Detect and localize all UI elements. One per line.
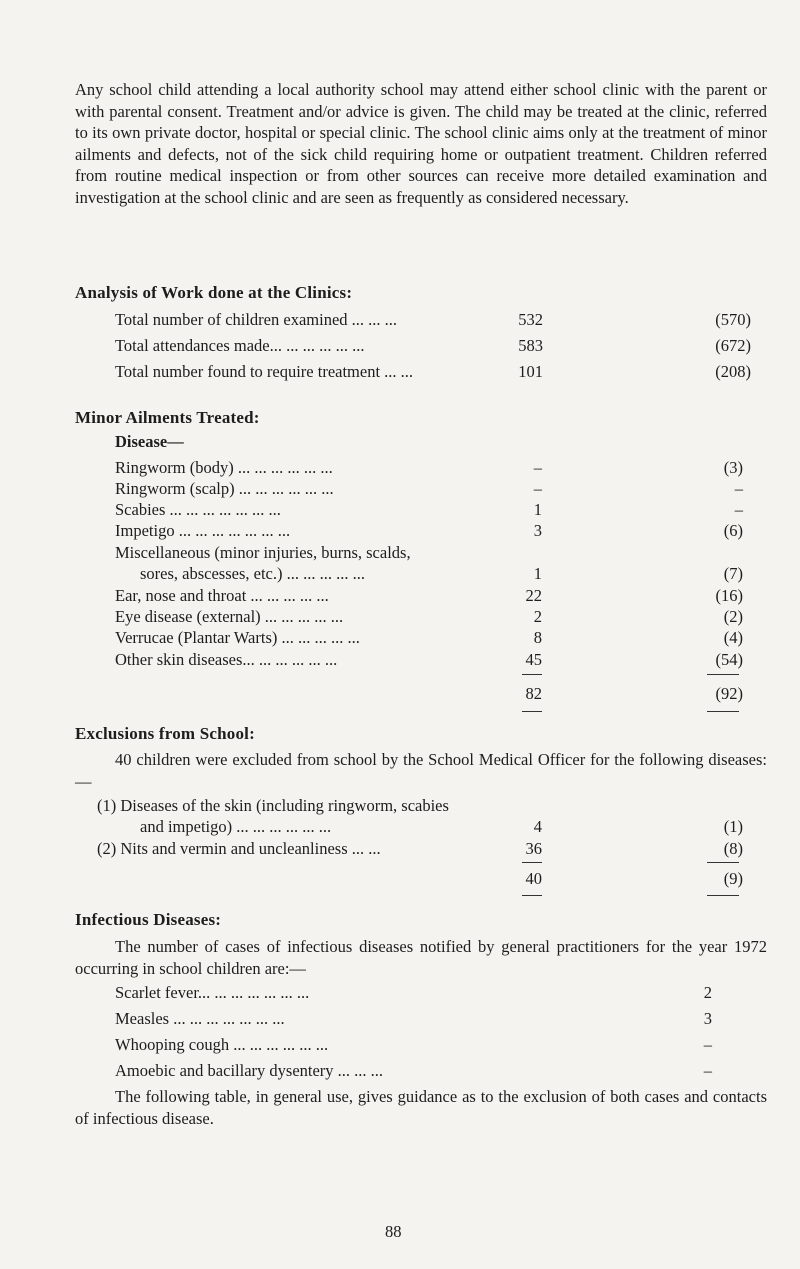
ailment-prev: (6) <box>723 521 743 540</box>
analysis-row-label: Total number found to require treatment ... ... <box>115 362 414 381</box>
ailment-prev: – <box>734 479 743 498</box>
page-number: 88 <box>385 1222 402 1241</box>
ailment-value: 1 <box>533 564 542 583</box>
ailments-total-prev: (92) <box>715 684 743 703</box>
total-rule <box>707 674 739 675</box>
ailment-prev: (2) <box>723 607 743 626</box>
infectious-value: – <box>703 1035 712 1054</box>
ailment-label: Scabies ... ... ... ... ... ... ... <box>115 500 281 519</box>
ailment-value: – <box>533 479 542 498</box>
total-rule <box>522 711 542 712</box>
total-rule <box>522 674 542 675</box>
analysis-heading: Analysis of Work done at the Clinics: <box>75 283 353 302</box>
ailment-value: 1 <box>533 500 542 519</box>
analysis-row-prev: (208) <box>715 362 751 381</box>
ailment-value: 3 <box>533 521 542 540</box>
ailment-label: Ringworm (body) ... ... ... ... ... ... <box>115 458 333 477</box>
analysis-row-prev: (672) <box>715 336 751 355</box>
ailment-prev: (16) <box>715 586 743 605</box>
infectious-label: Amoebic and bacillary dysentery ... ... ... <box>115 1061 384 1080</box>
exclusion-value: 36 <box>525 839 542 858</box>
ailment-value: 45 <box>525 650 542 669</box>
ailment-prev: (3) <box>723 458 743 477</box>
exclusion-label: and impetigo) ... ... ... ... ... ... <box>140 817 332 836</box>
ailment-label: Other skin diseases... ... ... ... ... ... <box>115 650 338 669</box>
ailment-label: Verrucae (Plantar Warts) ... ... ... ... ... <box>115 628 360 647</box>
exclusions-heading: Exclusions from School: <box>75 724 255 743</box>
ailment-prev: (7) <box>723 564 743 583</box>
infectious-label: Whooping cough ... ... ... ... ... ... <box>115 1035 329 1054</box>
ailment-prev: – <box>734 500 743 519</box>
infectious-heading: Infectious Diseases: <box>75 910 222 929</box>
total-rule <box>522 862 542 863</box>
total-rule <box>707 862 739 863</box>
ailment-prev: (54) <box>715 650 743 669</box>
infectious-value: 3 <box>703 1009 712 1028</box>
exclusion-value: 4 <box>533 817 542 836</box>
total-rule <box>707 895 739 896</box>
total-rule <box>522 895 542 896</box>
exclusion-label: (2) Nits and vermin and uncleanliness ... ... <box>97 839 381 858</box>
analysis-row-value: 532 <box>518 310 543 329</box>
ailment-label: Ringworm (scalp) ... ... ... ... ... ... <box>115 479 334 498</box>
exclusion-prev: (1) <box>723 817 743 836</box>
ailment-label: Eye disease (external) ... ... ... ... ... <box>115 607 344 626</box>
ailment-label: Miscellaneous (minor injuries, burns, scalds, <box>115 543 411 562</box>
analysis-row-label: Total attendances made... ... ... ... ... ... <box>115 336 365 355</box>
exclusions-text: 40 children were excluded from school by the School Medical Officer for the following diseases:— <box>75 750 767 791</box>
analysis-row-value: 101 <box>518 362 543 381</box>
exclusions-total-prev: (9) <box>723 869 743 888</box>
ailments-total: 82 <box>525 684 542 703</box>
infectious-label: Scarlet fever... ... ... ... ... ... ... <box>115 983 310 1002</box>
disease-subheading: Disease— <box>115 432 184 451</box>
minor-ailments-heading: Minor Ailments Treated: <box>75 408 260 427</box>
infectious-value: 2 <box>703 983 712 1002</box>
ailment-value: – <box>533 458 542 477</box>
infectious-text: The number of cases of infectious diseases notified by general practitioners for the year 1972 occurring in school children are:— <box>75 937 767 978</box>
analysis-row-prev: (570) <box>715 310 751 329</box>
ailment-prev: (4) <box>723 628 743 647</box>
ailment-value: 22 <box>525 586 542 605</box>
exclusions-total: 40 <box>525 869 542 888</box>
exclusion-prev: (8) <box>723 839 743 858</box>
analysis-row-value: 583 <box>518 336 543 355</box>
ailment-value: 8 <box>533 628 542 647</box>
ailment-value: 2 <box>533 607 542 626</box>
infectious-value: – <box>703 1061 712 1080</box>
ailment-label: sores, abscesses, etc.) ... ... ... ... ... <box>140 564 365 583</box>
ailment-label: Ear, nose and throat ... ... ... ... ... <box>115 586 329 605</box>
analysis-row-label: Total number of children examined ... ... ... <box>115 310 398 329</box>
ailment-label: Impetigo ... ... ... ... ... ... ... <box>115 521 291 540</box>
exclusion-label: (1) Diseases of the skin (including ringworm, scabies <box>97 796 449 815</box>
infectious-label: Measles ... ... ... ... ... ... ... <box>115 1009 285 1028</box>
closing-text: The following table, in general use, gives guidance as to the exclusion of both cases and contacts of infectious disease. <box>75 1087 767 1128</box>
intro-paragraph: Any school child attending a local authority school may attend either school clinic with the parent or with parental consent. Treatment and/or advice is given. The child may be treated at the clinic, referred to its own private doctor, hospital or special clinic. The school clinic aims only at the treatment of minor ailments and defects, not of the sick child requiring home or outpatient treatment. Children referred from routine medical inspection or from other sources can receive more detailed examination and investigation at the school clinic and are seen as frequently as considered necessary. <box>75 80 767 207</box>
total-rule <box>707 711 739 712</box>
